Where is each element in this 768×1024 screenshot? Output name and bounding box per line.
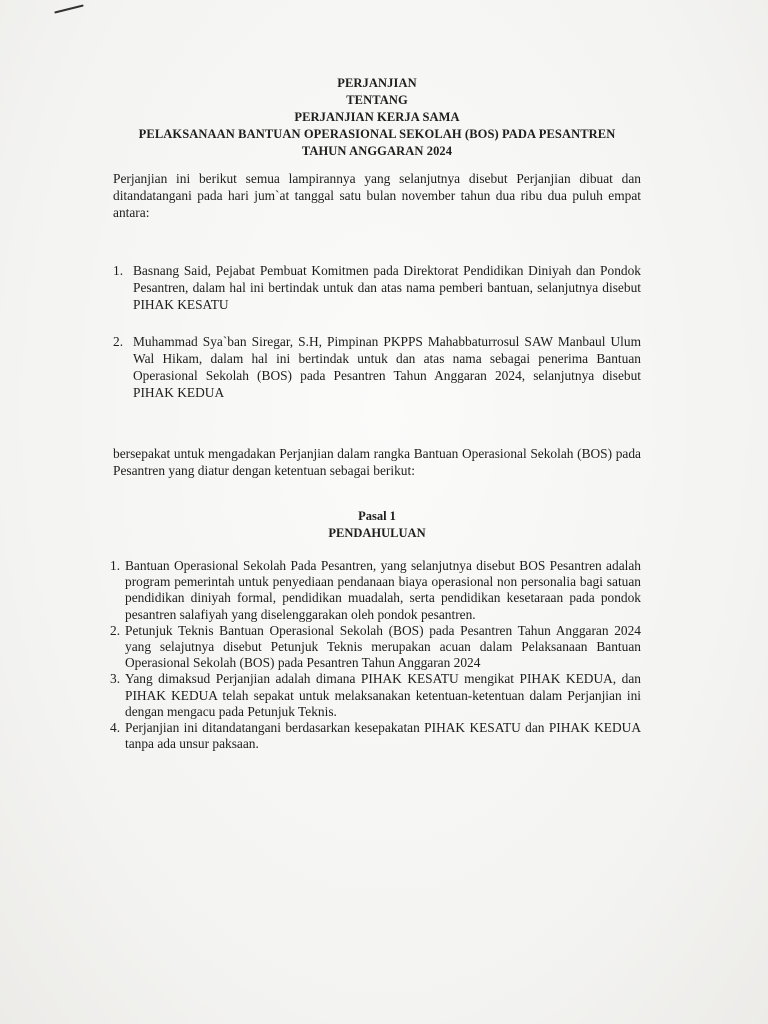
pasal-point: [110, 558, 641, 623]
pasal-points-list: [110, 558, 641, 752]
pasal-point: [110, 623, 641, 672]
party-text: Muhammad Sya`ban Siregar, S.H, Pimpinan PKPPS Mahabbaturrosul SAW Manbaul Ulum Wal Hikam, dalam hal ini bertindak untuk dan atas nama sebagai penerima Bantuan Operasional Sekolah (BOS) pada Pesantren Tahun Anggaran 2024, selanjutnya disebut PIHAK KEDUA: [133, 334, 641, 400]
pasal-title: PENDAHULUAN: [328, 526, 426, 540]
point-number: 1.: [110, 558, 121, 573]
point-text: Bantuan Operasional Sekolah Pada Pesantren, yang selanjutnya disebut BOS Pesantren adalah program pemerintah untuk penyediaan pendanaan biaya operasional non personalia bagi satuan pendidikan diniyah formal, pendidikan muadalah, serta pendidikan kesetaraan pada pondok pesantren salafiyah yang diselenggarakan oleh pondok pesantren.: [125, 558, 641, 622]
header-line-pelaksanaan: PELAKSANAAN BANTUAN OPERASIONAL SEKOLAH (BOS) PADA PESANTREN: [138, 127, 616, 141]
header-line-tentang: TENTANG: [346, 93, 408, 107]
point-text: Perjanjian ini ditandatangani berdasarkan kesepakatan PIHAK KESATU dan PIHAK KEDUA tanpa ada unsur paksaan.: [125, 720, 641, 752]
party-item-second: [113, 333, 641, 401]
pasal-number: Pasal 1: [358, 509, 396, 523]
party-number: 1.: [113, 263, 124, 278]
point-number: 4.: [110, 720, 121, 736]
point-number: 3.: [110, 671, 121, 687]
party-text: Basnang Said, Pejabat Pembuat Komitmen pada Direktorat Pendidikan Diniyah dan Pondok Pesantren, dalam hal ini bertindak untuk dan atas nama pemberi bantuan, selanjutnya disebut PIHAK KESATU: [133, 263, 641, 312]
point-text: Petunjuk Teknis Bantuan Operasional Sekolah (BOS) pada Pesantren Tahun Anggaran 2024 yang selajutnya disebut Petunjuk Teknis merupakan acuan dalam Pelaksanaan Bantuan Operasional Sekolah (BOS) pada Pesantren Tahun Anggaran 2024: [125, 622, 641, 671]
point-text: Yang dimaksud Perjanjian adalah dimana PIHAK KESATU mengikat PIHAK KEDUA, dan PIHAK KEDUA telah sepakat untuk melaksanakan ketentuan-ketentuan dalam Perjanjian ini dengan mengacu pada Petunjuk Teknis.: [125, 671, 641, 719]
party-item-first: [113, 262, 641, 313]
party-list-first: [113, 262, 641, 313]
intro-paragraph: Perjanjian ini berikut semua lampirannya yang selanjutnya disebut Perjanjian dibuat dan ditandatangani pada hari jum`at tanggal satu bulan november tahun dua ribu dua puluh empat antara:: [113, 171, 641, 220]
header-line-tahun-anggaran: TAHUN ANGGARAN 2024: [301, 144, 453, 158]
header-line-kerja-sama: PERJANJIAN KERJA SAMA: [294, 110, 460, 124]
pasal-point: [110, 671, 641, 720]
point-number: 2.: [110, 622, 121, 638]
agreement-paragraph: bersepakat untuk mengadakan Perjanjian dalam rangka Bantuan Operasional Sekolah (BOS) pada Pesantren yang diatur dengan ketentuan sebagai berikut:: [113, 446, 641, 478]
party-number: 2.: [113, 334, 124, 349]
party-list-second: [113, 333, 641, 401]
document-header: [80, 75, 674, 160]
pen-mark: [54, 4, 84, 13]
pasal-heading: [80, 508, 674, 542]
header-line-perjanjian: PERJANJIAN: [337, 76, 417, 90]
pasal-point: [110, 720, 641, 752]
